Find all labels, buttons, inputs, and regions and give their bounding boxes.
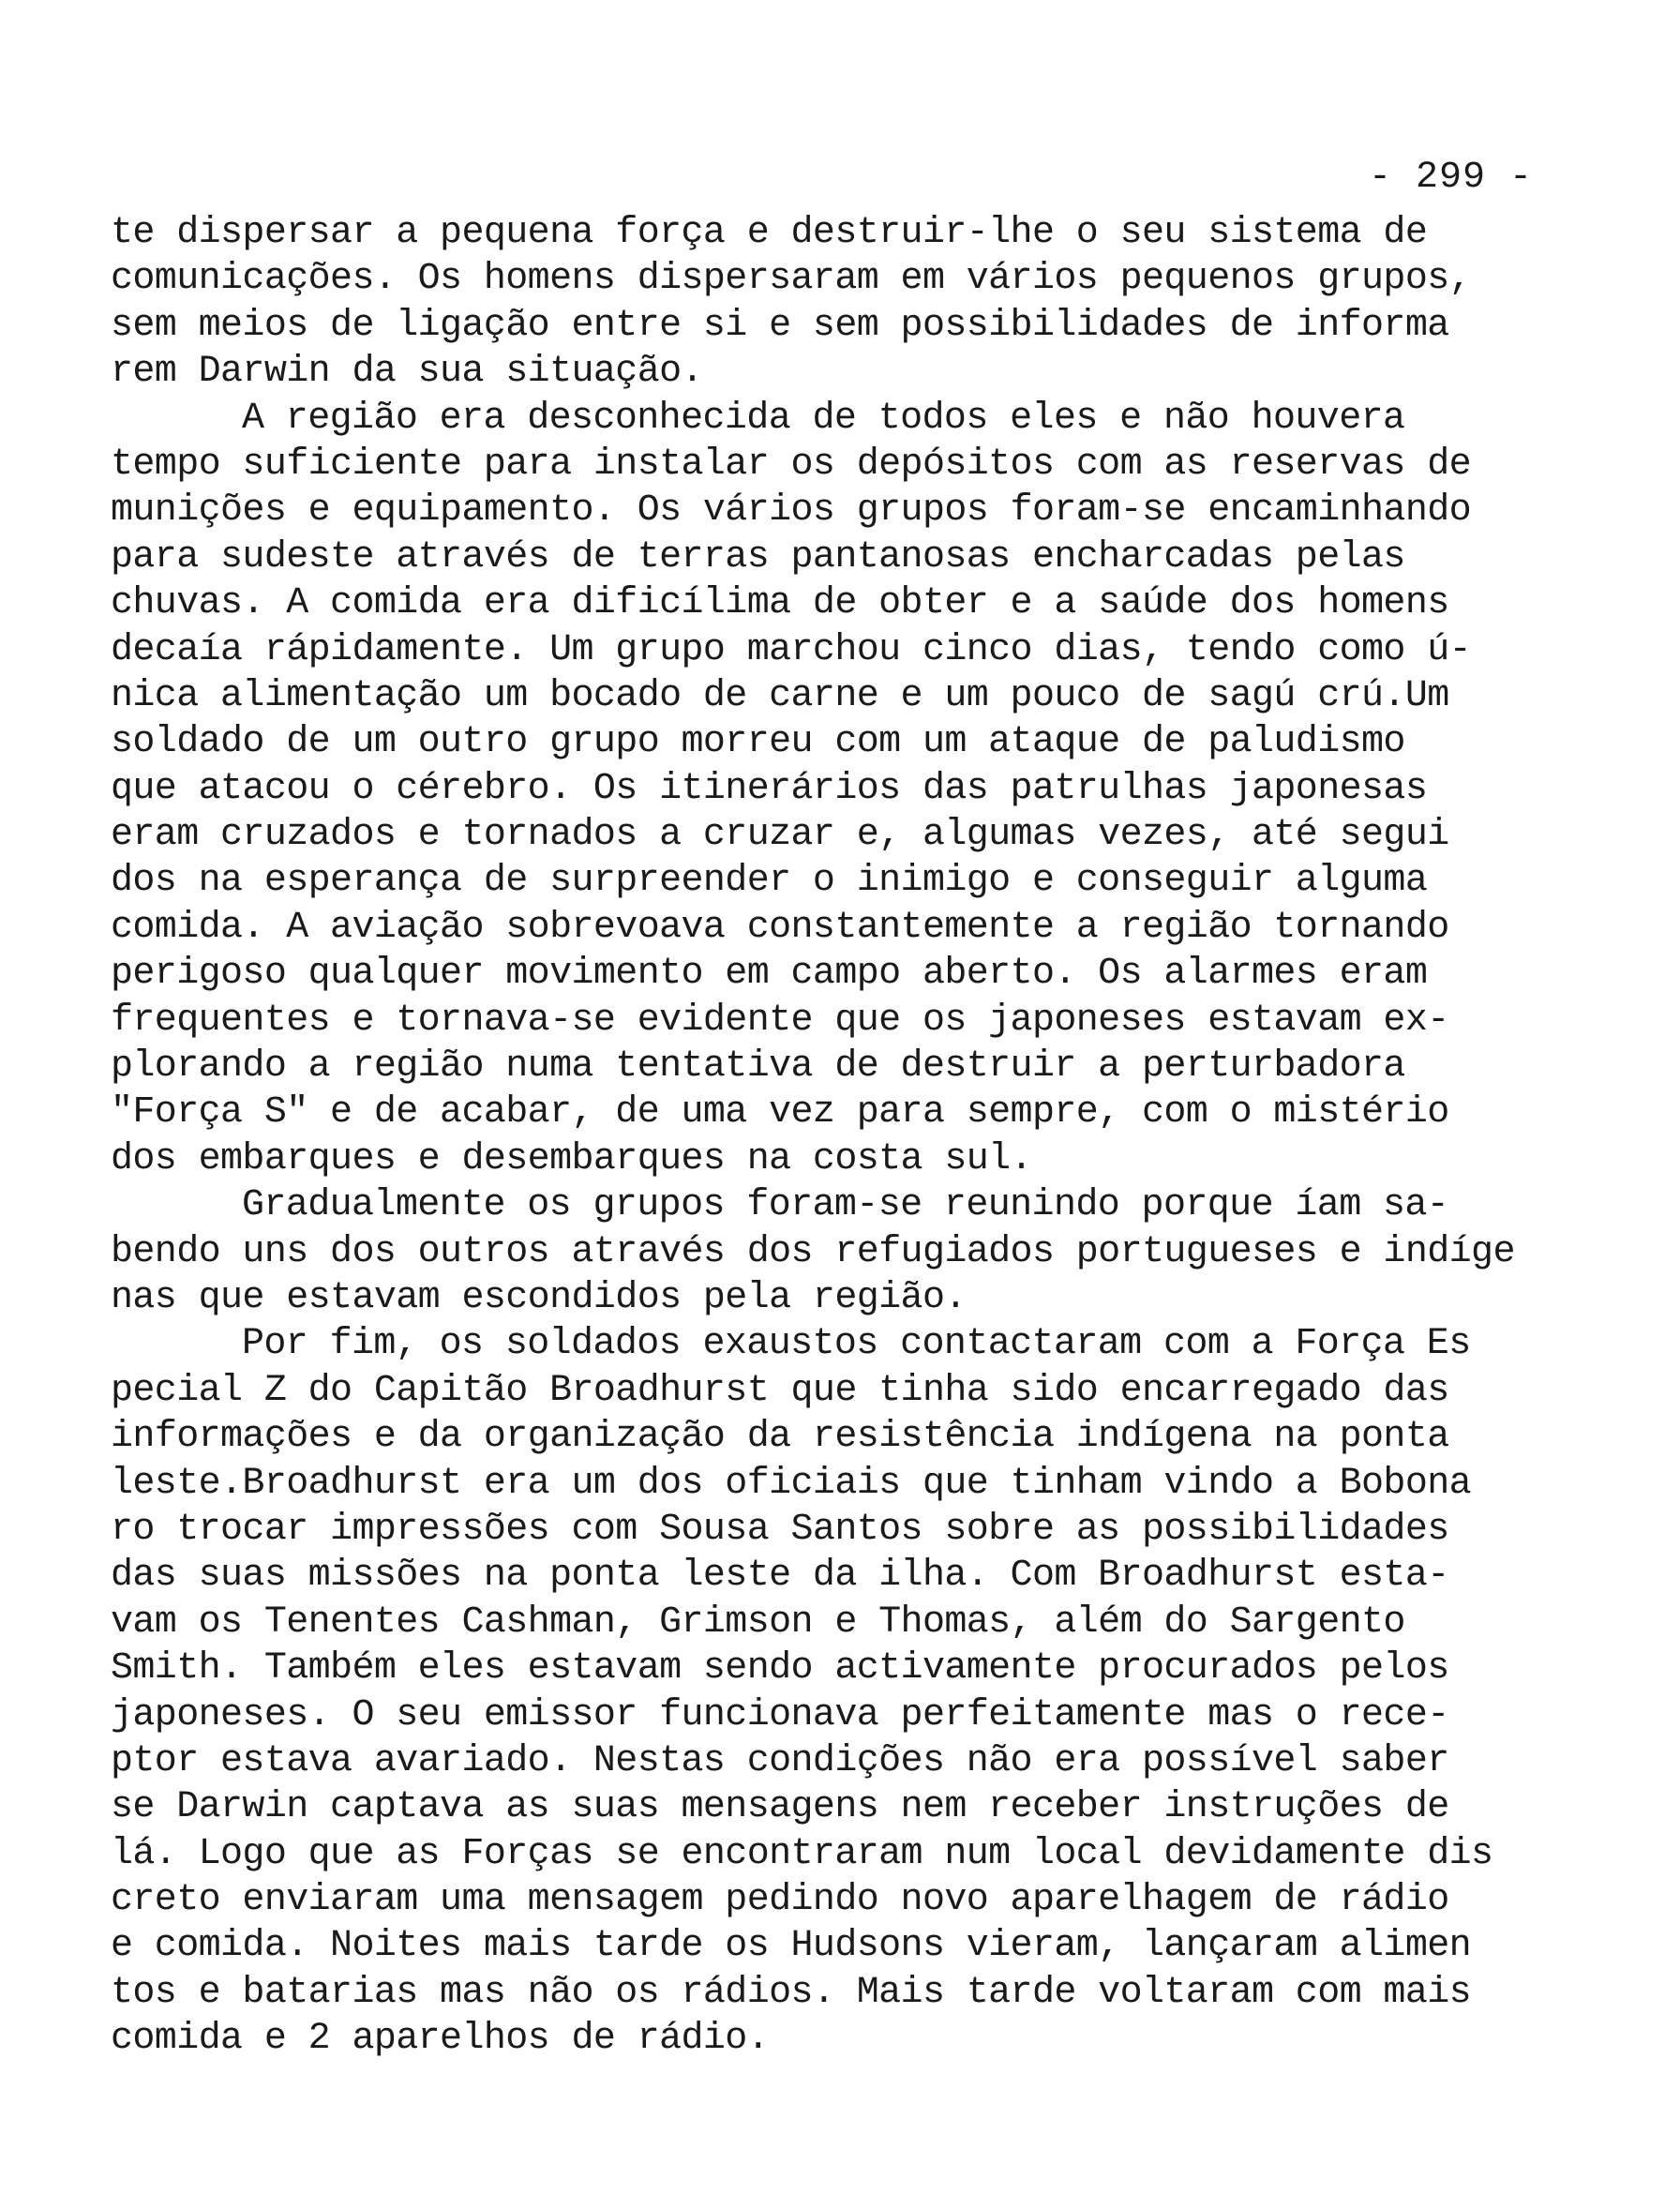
text-line: para sudeste através de terras pantanosas encharcadas pelas: [111, 535, 1405, 579]
text-line: soldado de um outro grupo morreu com um ataque de paludismo: [111, 721, 1405, 764]
text-line: tempo suficiente para instalar os depósitos com as reservas de: [111, 443, 1472, 486]
text-line: japoneses. O seu emissor funcionava perfeitamente mas o rece-: [111, 1693, 1449, 1736]
text-line: comida e 2 aparelhos de rádio.: [111, 2018, 770, 2061]
text-line: chuvas. A comida era dificílima de obter e a saúde dos homens: [111, 582, 1449, 625]
text-line: Smith. Também eles estavam sendo activamente procurados pelos: [111, 1647, 1449, 1691]
text-line: dos na esperança de surpreender o inimigo e conseguir alguma: [111, 860, 1428, 903]
text-line: sem meios de ligação entre si e sem possibilidades de informa: [111, 304, 1449, 347]
page-number: - 299 -: [1369, 157, 1534, 199]
paragraph-start-line: Gradualmente os grupos foram-se reunindo porque íam sa-: [242, 1184, 1449, 1227]
paragraph-start-line: A região era desconhecida de todos eles e não houvera: [242, 397, 1405, 440]
text-line: ptor estava avariado. Nestas condições não era possível saber: [111, 1739, 1449, 1782]
text-line: dos embarques e desembarques na costa sul.: [111, 1137, 1032, 1180]
text-line: comida. A aviação sobrevoava constantemente a região tornando: [111, 906, 1449, 949]
text-line: leste.Broadhurst era um dos oficiais que tinham vindo a Bobona: [111, 1462, 1472, 1505]
body-text: [111, 210, 1573, 2063]
text-line: perigoso qualquer movimento em campo aberto. Os alarmes eram: [111, 953, 1428, 996]
text-line: comunicações. Os homens dispersaram em vários pequenos grupos,: [111, 258, 1472, 301]
text-line: eram cruzados e tornados a cruzar e, algumas vezes, até segui: [111, 814, 1449, 857]
text-line: frequentes e tornava-se evidente que os japoneses estavam ex-: [111, 999, 1449, 1042]
text-line: lá. Logo que as Forças se encontraram num local devidamente dis: [111, 1832, 1493, 1875]
text-line: informações e da organização da resistência indígena na ponta: [111, 1416, 1449, 1459]
text-line: e comida. Noites mais tarde os Hudsons vieram, lançaram alimen: [111, 1925, 1472, 1968]
text-line: rem Darwin da sua situação.: [111, 351, 703, 394]
text-line: nica alimentação um bocado de carne e um pouco de sagú crú.Um: [111, 674, 1449, 717]
text-line: tos e batarias mas não os rádios. Mais tarde voltaram com mais: [111, 1971, 1472, 2014]
text-line: se Darwin captava as suas mensagens nem receber instruções de: [111, 1786, 1449, 1829]
text-line: bendo uns dos outros através dos refugiados portugueses e indíge: [111, 1230, 1515, 1273]
text-line: que atacou o cérebro. Os itinerários das patrulhas japonesas: [111, 767, 1428, 810]
text-line: decaía rápidamente. Um grupo marchou cinco dias, tendo como ú-: [111, 628, 1472, 671]
text-line: te dispersar a pequena força e destruir-lhe o seu sistema de: [111, 212, 1428, 254]
text-line: vam os Tenentes Cashman, Grimson e Thomas, além do Sargento: [111, 1600, 1405, 1644]
text-line: ro trocar impressões com Sousa Santos sobre as possibilidades: [111, 1508, 1449, 1551]
text-line: "Força S" e de acabar, de uma vez para sempre, com o mistério: [111, 1091, 1449, 1135]
text-line: creto enviaram uma mensagem pedindo novo aparelhagem de rádio: [111, 1879, 1449, 1922]
text-line: das suas missões na ponta leste da ilha. Com Broadhurst esta-: [111, 1555, 1449, 1598]
text-line: nas que estavam escondidos pela região.: [111, 1276, 967, 1319]
text-line: munições e equipamento. Os vários grupos foram-se encaminhando: [111, 489, 1472, 533]
paragraph-start-line: Por fim, os soldados exaustos contactaram com a Força Es: [242, 1323, 1471, 1366]
text-line: pecial Z do Capitão Broadhurst que tinha sido encarregado das: [111, 1369, 1449, 1412]
text-line: plorando a região numa tentativa de destruir a perturbadora: [111, 1045, 1405, 1089]
